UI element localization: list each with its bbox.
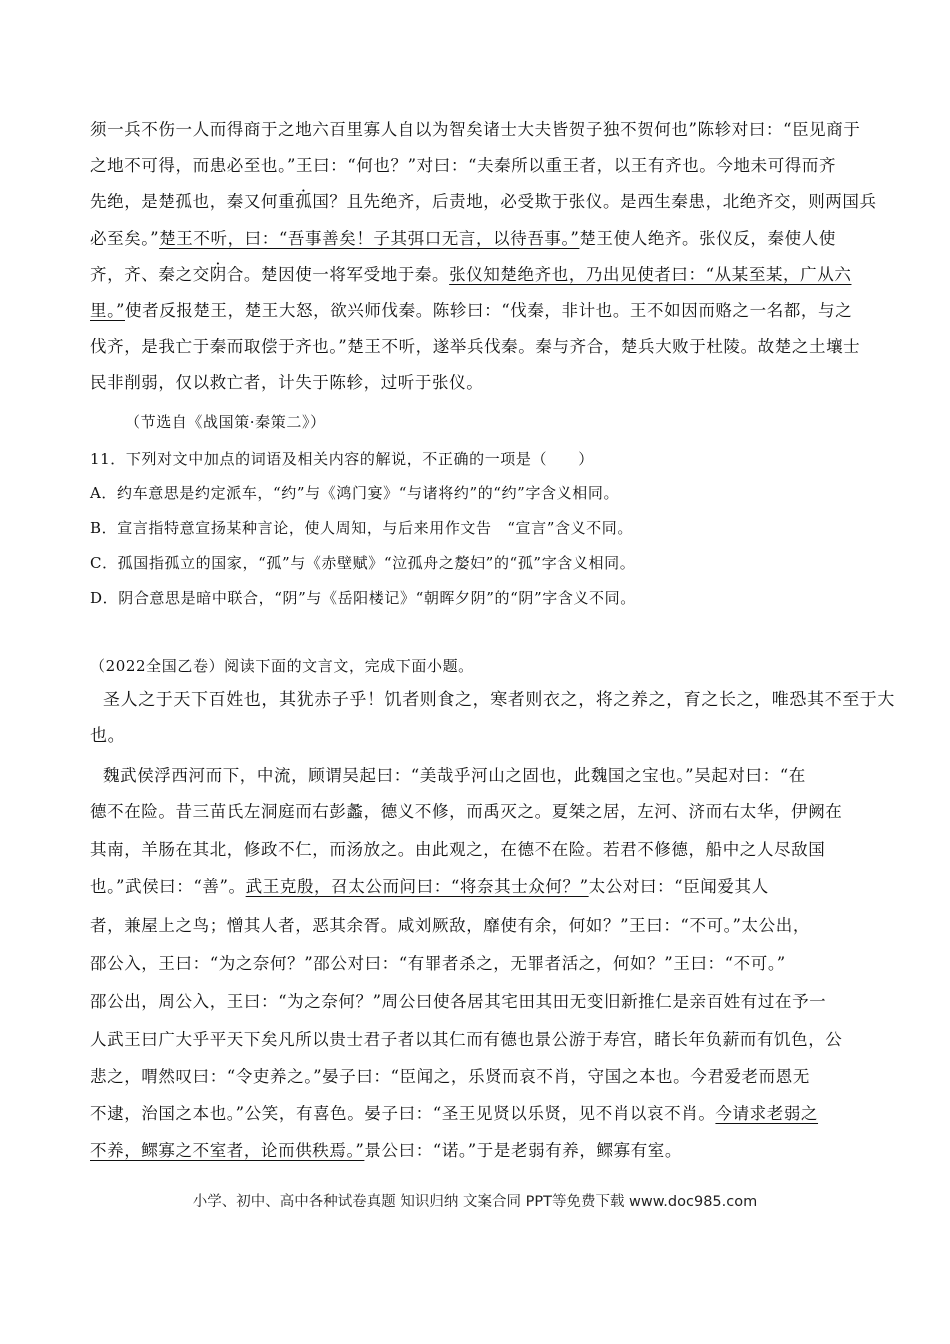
underlined-sentence: 张仪知楚绝齐也，乃出见使者曰：“从某至某，广从六 <box>449 265 852 284</box>
passage1-line: 民非削弱，仅以救亡者，计失于陈轸，过听于张仪。 <box>90 373 484 392</box>
question-stem: 11．下列对文中加点的词语及相关内容的解说，不正确的一项是（ ） <box>90 450 594 468</box>
passage2-line: 也。 <box>90 726 126 746</box>
passage1-line <box>90 263 851 287</box>
source-citation: （节选自《战国策·秦策二》） <box>125 413 326 431</box>
dotted-char-gu: 孤 <box>295 192 313 211</box>
passage2-line: 人武王曰广大乎平天下矣凡所以贵士君子者以其仁而有德也景公游于寿宫，睹长年负薪而有饥色，公 <box>90 1030 843 1049</box>
footer-banner: 小学、初中、高中各种试卷真题 知识归纳 文案合同 PPT等免费下载 www.doc985.com <box>192 1194 758 1210</box>
passage2-line: 圣人之于天下百姓也，其犹赤子乎！饥者则食之，寒者则衣之，将之养之，育之长之，唯恐其不至于大 <box>103 690 895 710</box>
text-run: 国？且先绝齐，后责地，必受欺于张仪。是西生秦患，北绝齐交，则两国兵 <box>312 192 877 211</box>
text-run: 景公曰：“诺。”于是老弱有养，鳏寡有室。 <box>364 1141 683 1160</box>
passage1-line <box>90 190 877 214</box>
text-run: 不逮，治国之本也。”公笑，有喜色。晏子曰：“圣王见贤以乐贤，见不肖以哀不肖。 <box>90 1104 716 1123</box>
passage2-line <box>90 1102 818 1126</box>
dotted-char-yin: 阴 <box>209 265 227 284</box>
section-intro: （2022全国乙卷）阅读下面的文言文，完成下面小题。 <box>90 657 474 675</box>
underlined-sentence: 武王克殷，召太公而问曰：“将奈其士众何？” <box>245 877 589 896</box>
underlined-sentence: 不养，鳏寡之不室者，论而供秩焉。” <box>90 1141 365 1160</box>
passage1-line: 伐齐，是我亡于秦而取偿于齐也。”楚王不听，遂举兵伐秦。秦与齐合，楚兵大败于杜陵。故楚之土壤士 <box>90 337 861 356</box>
passage2-line: 邵公出，周公入，王曰：“为之奈何？”周公曰使各居其宅田其田无变旧新推仁是亲百姓有过在予一 <box>90 992 827 1011</box>
underlined-sentence: 里。” <box>90 301 125 320</box>
option-d: D．阴合意思是暗中联合，“阴”与《岳阳楼记》“朝晖夕阴”的“阴”字含义不同。 <box>90 589 636 607</box>
passage1-line <box>90 299 852 323</box>
text-run: 必至矣。” <box>90 229 160 248</box>
passage2-line: 魏武侯浮西河而下，中流，顾谓吴起曰：“美哉乎河山之固也，此魏国之宝也。”吴起对曰：“在 <box>103 766 806 785</box>
passage2-line: 者，兼屋上之鸟；憎其人者，恶其余胥。咸刘厥敌，靡使有余，何如？”王曰：“不可。”太公出， <box>90 916 810 935</box>
passage1-line <box>90 227 836 251</box>
passage2-line: 悲之，喟然叹曰：“令吏养之。”晏子曰：“臣闻之，乐贤而哀不肖，守国之本也。今君爱老而恩无 <box>90 1067 810 1086</box>
passage1-line: 之地不可得，而患必至也。”王曰：“何也？”对曰：“夫秦所以重王者，以王有齐也。今地未可得而齐 <box>90 156 837 175</box>
text-run: 楚王使人绝齐。张仪反，秦使人使 <box>579 229 836 248</box>
text-run: 先绝，是楚孤也，秦又何重 <box>90 192 296 211</box>
text-run: 也。”武侯曰：“善”。 <box>90 877 246 896</box>
option-b: B．宣言指特意宣扬某种言论，使人周知，与后来用作文告 “宣言”含义不同。 <box>90 519 633 537</box>
text-run: 合。楚因使一将军受地于秦。 <box>226 265 450 284</box>
option-a: A．约车意思是约定派车，“约”与《鸿门宴》“与诸将约”的“约”字含义相同。 <box>90 484 620 502</box>
underlined-sentence: 今请求老弱之 <box>715 1104 819 1123</box>
option-c: C．孤国指孤立的国家，“孤”与《赤壁赋》“泣孤舟之嫠妇”的“孤”字含义相同。 <box>90 554 636 572</box>
text-run: 齐，齐、秦之交 <box>90 265 210 284</box>
underlined-sentence: 楚王不听，曰：“吾事善矣！子其弭口无言，以待吾事。” <box>159 229 580 248</box>
passage2-line: 德不在险。昔三苗氏左洞庭而右彭蠡，德义不修，而禹灭之。夏桀之居，左河、济而右太华，伊阙在 <box>90 802 843 821</box>
text-run: 太公对曰：“臣闻爱其人 <box>588 877 769 896</box>
passage2-line <box>90 875 769 899</box>
text-run: 使者反报楚王，楚王大怒，欲兴师伐秦。陈轸曰：“伐秦，非计也。王不如因而赂之一名都，与之 <box>125 301 853 320</box>
passage2-line: 邵公入，王曰：“为之奈何？”邵公对曰：“有罪者杀之，无罪者活之，何如？”王曰：“不可。” <box>90 954 786 973</box>
passage2-line: 其南，羊肠在其北，修政不仁，而汤放之。由此观之，在德不在险。若君不修德，船中之人尽敌国 <box>90 840 826 859</box>
passage2-line <box>90 1139 682 1163</box>
passage1-line: 须一兵不伤一人而得商于之地六百里寡人自以为智矣诸士大夫皆贺子独不贺何也”陈轸对曰：“臣见商于 <box>90 120 861 139</box>
